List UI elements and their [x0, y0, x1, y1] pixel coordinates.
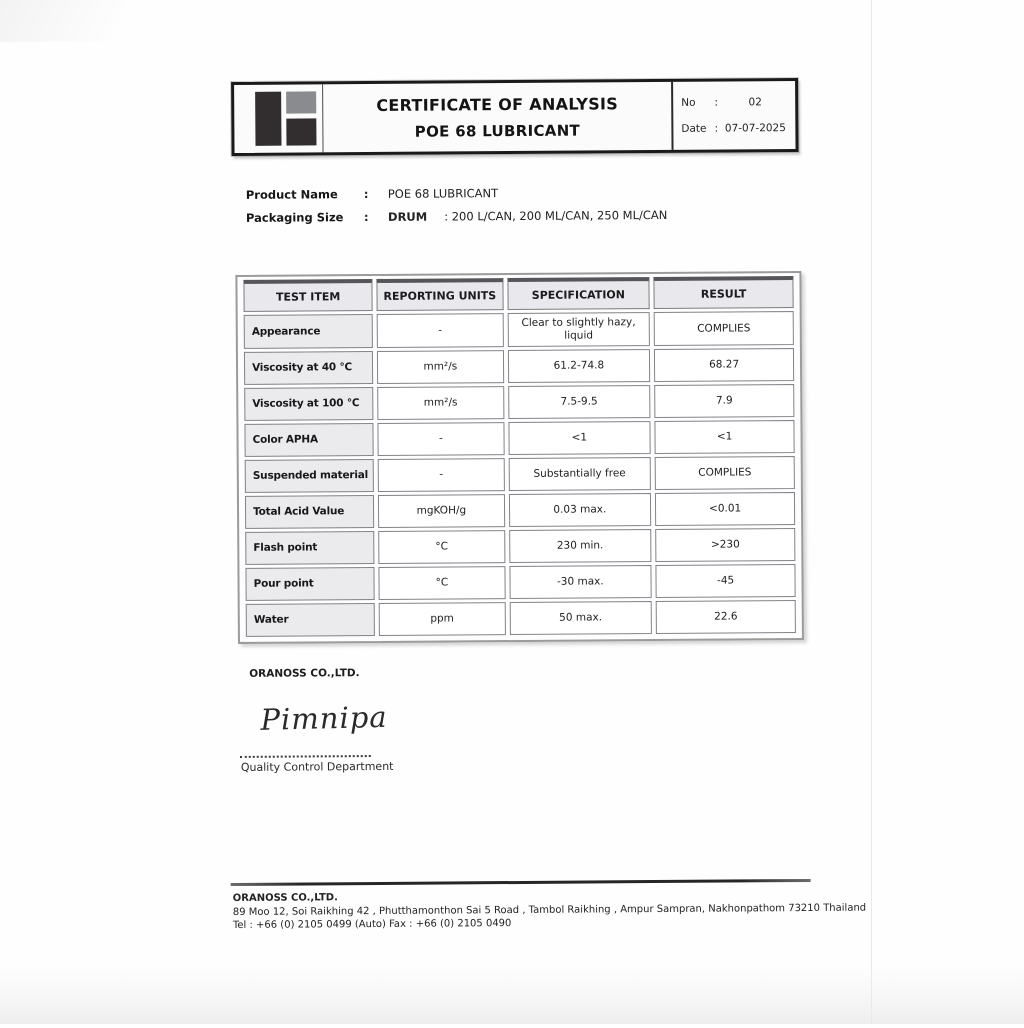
no-colon: : [714, 96, 719, 109]
result-cell: -45 [656, 564, 796, 598]
packaging-detail: : 200 L/CAN, 200 ML/CAN, 250 ML/CAN [444, 207, 668, 223]
spec-cell: 7.5-9.5 [508, 385, 651, 419]
test-item-cell: Flash point [245, 531, 374, 565]
spec-cell: -30 max. [509, 565, 652, 599]
certificate-title [323, 82, 671, 152]
signature-handwriting: Pimnipa [260, 699, 388, 737]
product-name-label: Product Name [245, 186, 338, 202]
product-name-row [246, 180, 667, 206]
results-table [239, 273, 800, 640]
units-cell: °C [379, 566, 506, 600]
spec-cell: <1 [508, 421, 651, 455]
footer-contact: Tel : +66 (0) 2105 0499 (Auto) Fax : +66 (0) 2105 0490 [232, 918, 512, 931]
units-cell: mm²/s [377, 350, 504, 384]
result-cell: <0.01 [655, 492, 795, 526]
logo-block-top-right [286, 91, 316, 113]
test-item-cell: Viscosity at 100 °C [244, 387, 373, 421]
product-name-value: POE 68 LUBRICANT [387, 185, 499, 201]
table-row [244, 311, 794, 349]
spec-cell: 0.03 max. [508, 493, 651, 527]
spec-cell: Substantially free [508, 457, 651, 491]
result-cell: <1 [655, 420, 795, 454]
table-header-row [243, 276, 793, 312]
result-cell: 68.27 [654, 348, 794, 382]
certificate-header-box [231, 78, 799, 156]
table-row [244, 348, 794, 385]
result-cell: COMPLIES [655, 456, 795, 490]
column-header: TEST ITEM [243, 279, 372, 312]
logo-block-left [255, 92, 281, 146]
result-cell: 7.9 [654, 384, 794, 418]
logo-block-bottom-right [286, 118, 316, 145]
units-cell: - [377, 313, 504, 348]
signature-department: Quality Control Department [240, 759, 394, 774]
certificate-title-line1: CERTIFICATE OF ANALYSIS [376, 93, 619, 115]
result-cell: >230 [655, 528, 795, 562]
logo-icon [255, 91, 316, 145]
company-logo [234, 84, 323, 153]
column-header: SPECIFICATION [507, 277, 650, 310]
units-cell: - [378, 422, 505, 456]
packaging-type: DRUM [387, 209, 428, 224]
certificate-number-row [681, 96, 789, 109]
test-item-cell: Appearance [244, 314, 373, 349]
test-item-cell: Pour point [245, 567, 374, 601]
table-row [245, 492, 795, 529]
product-info [246, 180, 668, 229]
column-header: RESULT [654, 276, 794, 309]
date-colon: : [714, 122, 719, 135]
results-table-wrapper [235, 271, 804, 644]
units-cell: - [378, 458, 505, 492]
spec-cell: 61.2-74.8 [507, 349, 650, 383]
no-label: No [681, 97, 696, 110]
product-name-colon: : [363, 186, 369, 201]
result-cell: 22.6 [656, 600, 796, 634]
certificate-title-line2: POE 68 LUBRICANT [414, 121, 581, 141]
signature-dotted-line [240, 741, 371, 758]
signature-company: ORANOSS CO.,LTD. [249, 667, 360, 680]
units-cell: ppm [379, 602, 506, 636]
certificate-meta [671, 81, 795, 150]
spec-cell: Clear to slightly hazy, liquid [507, 312, 650, 347]
result-cell: COMPLIES [654, 311, 794, 346]
test-item-cell: Suspended material [245, 459, 374, 493]
table-row [244, 384, 794, 421]
test-item-cell: Total Acid Value [245, 495, 374, 529]
test-item-cell: Color APHA [244, 423, 373, 457]
table-row [246, 600, 796, 637]
spec-cell: 230 min. [509, 529, 652, 563]
footer-address: 89 Moo 12, Soi Raikhing 42 , Phutthamonthon Sai 5 Road , Tambol Raikhing , Ampur Sampran, Nakhonpathom 73210 Thailand [232, 902, 867, 918]
date-value: 07-07-2025 [724, 121, 786, 135]
certificate-date-row [681, 122, 789, 135]
footer-text [233, 888, 867, 933]
date-label: Date [681, 122, 707, 135]
packaging-size-label: Packaging Size [245, 209, 344, 225]
footer-divider [231, 879, 811, 886]
no-value: 02 [748, 96, 762, 109]
packaging-size-colon: : [363, 209, 369, 224]
table-row [245, 456, 795, 493]
spec-cell: 50 max. [509, 601, 652, 635]
units-cell: °C [378, 530, 505, 564]
table-row [245, 564, 795, 601]
units-cell: mgKOH/g [378, 494, 505, 528]
test-item-cell: Viscosity at 40 °C [244, 351, 373, 385]
packaging-size-row [246, 203, 667, 229]
table-row [245, 528, 795, 565]
column-header: REPORTING UNITS [377, 278, 504, 311]
table-row [244, 420, 794, 457]
units-cell: mm²/s [377, 386, 504, 420]
test-item-cell: Water [246, 603, 375, 637]
footer-company: ORANOSS CO.,LTD. [232, 892, 338, 904]
